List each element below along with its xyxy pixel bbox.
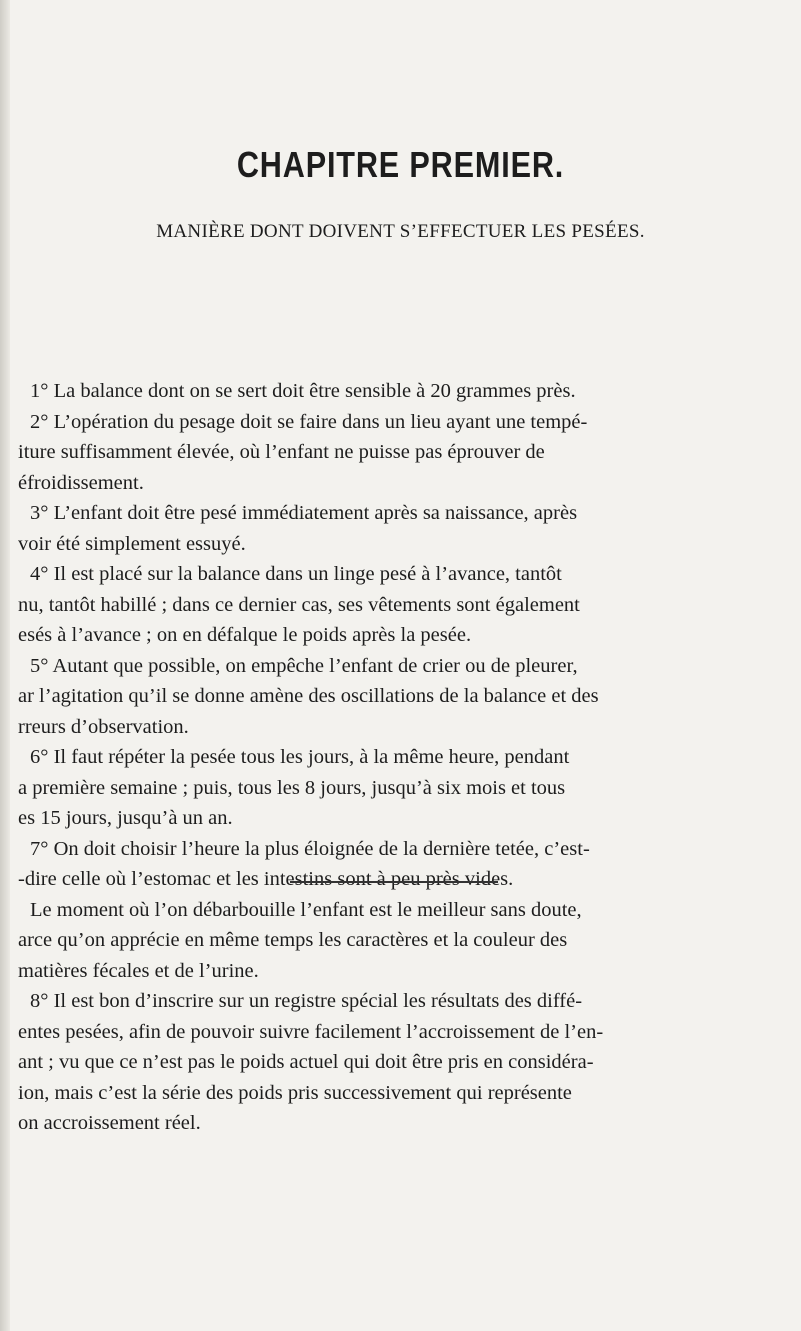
text-line: 1° La balance dont on se sert doit être sensible à 20 grammes près. [30,380,576,402]
text-line: ion, mais c’est la série des poids pris successivement qui représente [18,1081,572,1104]
text-line: entes pesées, afin de pouvoir suivre facilement l’accroissement de l’en- [18,1020,604,1043]
section-subtitle: MANIÈRE DONT DOIVENT S’EFFECTUER LES PESÉES. [156,221,645,242]
text-line: rreurs d’observation. [18,715,189,738]
text-line: 3° L’enfant doit être pesé immédiatement après sa naissance, après [30,502,578,524]
text-line: 4° Il est placé sur la balance dans un linge pesé à l’avance, tantôt [30,563,562,585]
text-line: 2° L’opération du pesage doit se faire dans un lieu ayant une tempé- [30,410,588,433]
text-line: nu, tantôt habillé ; dans ce dernier cas, ses vêtements sont également [18,593,580,616]
text-line: 5° Autant que possible, on empêche l’enfant de crier ou de pleurer, [30,654,578,677]
text-line: on accroissement réel. [18,1112,201,1134]
text-line: -dire celle où l’estomac et les intestins sont à peu près vides. [18,868,514,890]
text-line: es 15 jours, jusqu’à un an. [18,807,233,829]
text-line: matières fécales et de l’urine. [18,959,259,982]
text-line: éfroidissement. [18,471,144,494]
text-line: 7° On doit choisir l’heure la plus éloignée de la dernière tetée, c’est- [30,837,590,860]
text-line: a première semaine ; puis, tous les 8 jours, jusqu’à six mois et tous [18,776,566,799]
text-line: 6° Il faut répéter la pesée tous les jours, à la même heure, pendant [30,746,570,768]
text-line: voir été simplement essuyé. [18,532,246,555]
body-text [18,376,758,1139]
text-line: iture suffisamment élevée, où l’enfant ne puisse pas éprouver de [18,441,545,463]
text-line: Le moment où l’on débarbouille l’enfant est le meilleur sans doute, [30,898,582,921]
text-line: arce qu’on apprécie en même temps les caractères et la couleur des [18,929,568,951]
text-line: ant ; vu que ce n’est pas le poids actuel qui doit être pris en considéra- [18,1051,594,1073]
end-rule [290,881,498,883]
text-line: ar l’agitation qu’il se donne amène des oscillations de la balance et des [18,685,599,707]
chapter-title: CHAPITRE PREMIER. [236,144,565,185]
text-line: esés à l’avance ; on en défalque le poids après la pesée. [18,624,472,646]
page-gutter [0,0,10,1331]
text-line: 8° Il est bon d’inscrire sur un registre spécial les résultats des diffé- [30,990,583,1012]
